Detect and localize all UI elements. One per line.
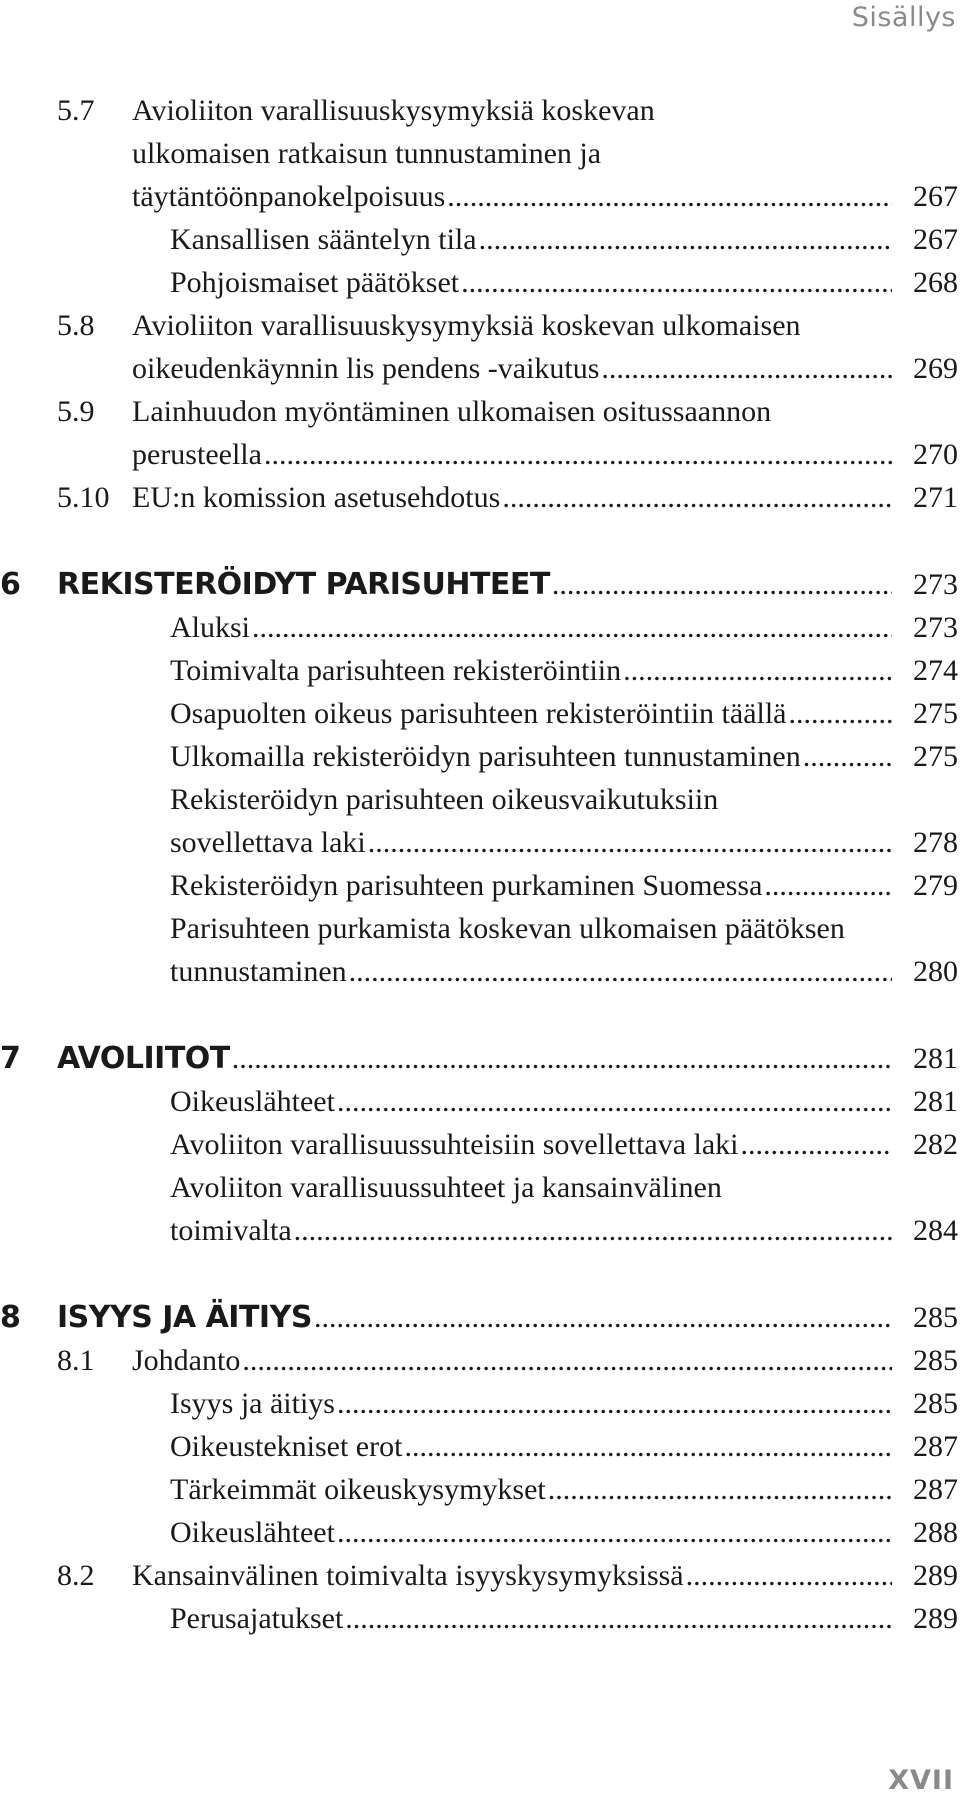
entry-title: Kansallisen sääntelyn tila [170,223,477,256]
entry-title: Oikeuslähteet [170,1085,335,1118]
dot-leader [764,864,892,907]
toc-entry-row[interactable] [0,476,960,519]
entry-title: Rekisteröidyn parisuhteen purkaminen Suomessa [170,869,763,902]
page-number: 281 [913,1042,958,1075]
dot-leader [232,1037,892,1080]
dot-leader [741,1123,892,1166]
page-number: 289 [913,1559,958,1592]
entry-title: täytäntöönpanokelpoisuus [132,180,446,213]
toc-entry-row[interactable] [0,218,960,261]
entry-title: oikeudenkäynnin lis pendens -vaikutus [132,352,600,385]
page-number: 271 [913,481,958,514]
dot-leader [314,1296,892,1339]
toc-entry-row[interactable] [0,390,960,433]
page-number: 275 [913,740,958,773]
entry-title: Avoliiton varallisuussuhteet ja kansainvälinen [170,1171,722,1204]
toc-entry-row[interactable] [0,1339,960,1382]
entry-title: Perusajatukset [170,1602,344,1635]
page-number: 280 [913,955,958,988]
entry-title: sovellettava laki [170,826,366,859]
toc-entry-row[interactable] [0,1123,960,1166]
dot-leader [349,950,892,993]
page-number: 278 [913,826,958,859]
dot-leader [789,692,893,735]
section-gap [0,993,960,1037]
toc-entry-row[interactable] [0,778,960,821]
page-number: 275 [913,697,958,730]
page-number: 273 [913,611,958,644]
toc-entry-row[interactable] [0,89,960,132]
page-number: 287 [913,1430,958,1463]
page-number: 289 [913,1602,958,1635]
dot-leader [548,1468,892,1511]
toc-chapter-row[interactable] [0,1296,960,1339]
entry-title: Tärkeimmät oikeuskysymykset [170,1473,546,1506]
toc-entry-row[interactable] [0,1382,960,1425]
section-gap [0,519,960,563]
page-number: 287 [913,1473,958,1506]
entry-title: Ulkomailla rekisteröidyn parisuhteen tunnustaminen [170,740,801,773]
entry-title: Aluksi [170,611,251,644]
entry-title: Oikeustekniset erot [170,1430,403,1463]
toc-entry-row[interactable] [0,1511,960,1554]
section-number: 5.7 [57,94,95,127]
entry-title: EU:n komission asetusehdotus [132,481,501,514]
section-number: 5.10 [57,481,110,514]
page-number: 273 [913,568,958,601]
entry-title: ulkomaisen ratkaisun tunnustaminen ja [132,137,602,170]
dot-leader [345,1597,892,1640]
toc-entry-row[interactable] [0,1468,960,1511]
toc-entry-row[interactable] [0,1209,960,1252]
table-of-contents [0,89,960,1640]
page-number: 284 [913,1214,958,1247]
dot-leader [264,433,892,476]
toc-entry-row[interactable] [0,692,960,735]
dot-leader [803,735,892,778]
chapter-title: AVOLIITOT [57,1041,230,1076]
page-number: 279 [913,869,958,902]
entry-title: Kansainvälinen toimivalta isyyskysymyksissä [132,1559,684,1592]
chapter-number: 7 [0,1041,21,1076]
page-number: 285 [913,1344,958,1377]
toc-entry-row[interactable] [0,821,960,864]
toc-entry-row[interactable] [0,907,960,950]
toc-entry-row[interactable] [0,735,960,778]
dot-leader [242,1339,892,1382]
toc-entry-row[interactable] [0,304,960,347]
dot-leader [623,649,892,692]
entry-title: tunnustaminen [170,955,347,988]
toc-entry-row[interactable] [0,1425,960,1468]
entry-title: Rekisteröidyn parisuhteen oikeusvaikutuksiin [170,783,719,816]
dot-leader [337,1511,892,1554]
section-number: 5.9 [57,395,95,428]
section-number: 8.1 [57,1344,95,1377]
dot-leader [552,563,892,606]
entry-title: Johdanto [132,1344,241,1377]
toc-entry-row[interactable] [0,950,960,993]
dot-leader [461,261,892,304]
toc-entry-row[interactable] [0,1080,960,1123]
chapter-number: 8 [0,1300,21,1335]
page-number: 274 [913,654,958,687]
entry-title: Parisuhteen purkamista koskevan ulkomaisen päätöksen [170,912,845,945]
dot-leader [447,175,892,218]
section-number: 8.2 [57,1559,95,1592]
entry-title: Osapuolten oikeus parisuhteen rekisteröintiin täällä [170,697,787,730]
entry-title: Toimivalta parisuhteen rekisteröintiin [170,654,622,687]
section-number: 5.8 [57,309,95,342]
dot-leader [502,476,892,519]
toc-entry-row[interactable] [0,1554,960,1597]
section-gap [0,1252,960,1296]
page-number: 285 [913,1301,958,1334]
toc-entry-row[interactable] [0,132,960,175]
dot-leader [252,606,892,649]
chapter-title: ISYYS JA ÄITIYS [57,1300,312,1335]
entry-title: Oikeuslähteet [170,1516,335,1549]
chapter-title: REKISTERÖIDYT PARISUHTEET [57,567,550,602]
dot-leader [337,1080,892,1123]
toc-entry-row[interactable] [0,1166,960,1209]
page-number: 270 [913,438,958,471]
page-number: 285 [913,1387,958,1420]
dot-leader [686,1554,892,1597]
page-number: 269 [913,352,958,385]
toc-chapter-row[interactable] [0,1037,960,1080]
toc-chapter-row[interactable] [0,563,960,606]
dot-leader [479,218,892,261]
dot-leader [601,347,892,390]
page-number: 267 [913,180,958,213]
toc-entry-row[interactable] [0,864,960,907]
page-number: 282 [913,1128,958,1161]
toc-entry-row[interactable] [0,649,960,692]
page-number: 281 [913,1085,958,1118]
toc-entry-row[interactable] [0,1597,960,1640]
entry-title: Isyys ja äitiys [170,1387,335,1420]
entry-title: perusteella [132,438,262,471]
entry-title: Avoliiton varallisuussuhteisiin sovellettava laki [170,1128,739,1161]
page-number: 288 [913,1516,958,1549]
chapter-number: 6 [0,567,21,602]
page-number-folio: XVII [888,1765,954,1796]
entry-title: toimivalta [170,1214,292,1247]
toc-entry-row[interactable] [0,433,960,476]
dot-leader [368,821,892,864]
page-number: 267 [913,223,958,256]
entry-title: Pohjoismaiset päätökset [170,266,460,299]
page-number: 268 [913,266,958,299]
dot-leader [294,1209,892,1252]
running-head: Sisällys [851,2,956,33]
entry-title: Avioliiton varallisuuskysymyksiä koskevan ulkomaisen [132,309,801,342]
dot-leader [337,1382,892,1425]
toc-entry-row[interactable] [0,606,960,649]
toc-entry-row[interactable] [0,175,960,218]
dot-leader [404,1425,892,1468]
toc-entry-row[interactable] [0,347,960,390]
entry-title: Lainhuudon myöntäminen ulkomaisen ositussaannon [132,395,772,428]
entry-title: Avioliiton varallisuuskysymyksiä koskevan [132,94,655,127]
toc-entry-row[interactable] [0,261,960,304]
